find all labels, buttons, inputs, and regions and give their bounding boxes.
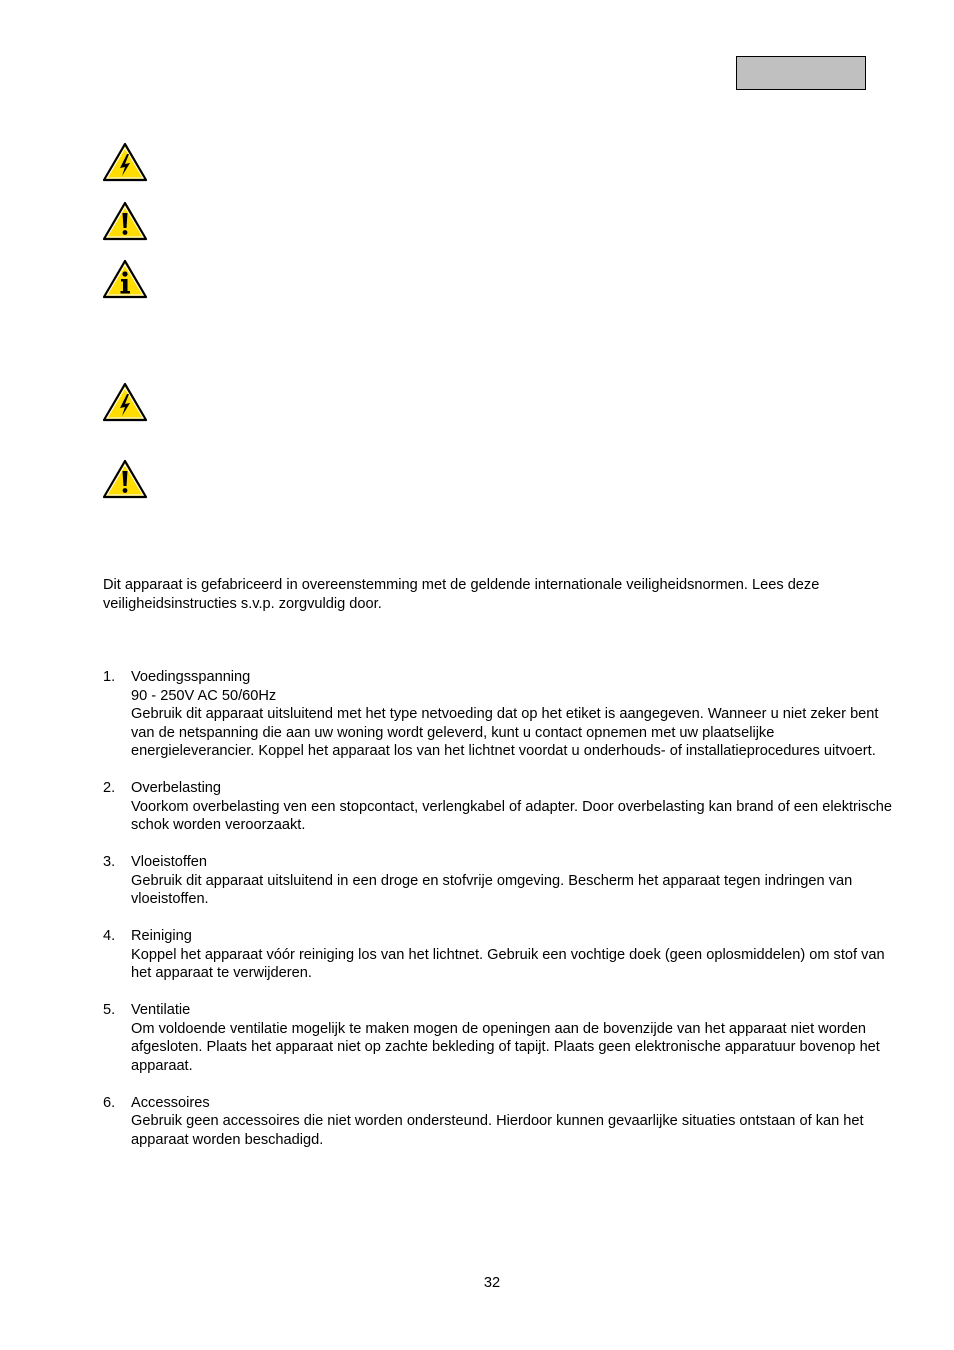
list-item xyxy=(103,927,893,983)
item-text: Gebruik geen accessoires die niet worden ondersteund. Hierdoor kunnen gevaarlijke situaties ontstaan of kan het apparaat worden beschadigd. xyxy=(131,1113,864,1148)
lightning-warning-icon xyxy=(102,142,148,182)
list-item xyxy=(103,779,893,835)
list-item xyxy=(103,853,893,909)
item-text: Gebruik dit apparaat uitsluitend in een droge en stofvrije omgeving. Bescherm het apparaat tegen indringen van vloeistoffen. xyxy=(131,872,853,907)
item-title: Overbelasting xyxy=(131,780,222,796)
item-text: Om voldoende ventilatie mogelijk te maken mogen de openingen aan de bovenzijde van het apparaat niet worden afgesloten. Plaats het apparaat niet op zachte bekleding of tapijt. Plaats geen elektronische apparatuur bovenop het apparaat. xyxy=(131,1020,880,1074)
item-title: Voedingsspanning xyxy=(131,669,251,685)
lightning-warning-icon xyxy=(102,382,148,422)
info-icon xyxy=(102,259,148,299)
item-number: 4. xyxy=(103,928,116,944)
item-number: 3. xyxy=(103,854,116,870)
intro-paragraph: Dit apparaat is gefabriceerd in overeenstemming met de geldende internationale veiligheidsnormen. Lees deze veiligheidsinstructies s.v.p. zorgvuldig door. xyxy=(103,577,820,612)
item-text: Voorkom overbelasting ven een stopcontact, verlengkabel of adapter. Door overbelasting kan brand of een elektrische schok worden veroorzaakt. xyxy=(131,798,892,833)
language-tab-box xyxy=(736,56,866,90)
item-text: Koppel het apparaat vóór reiniging los van het lichtnet. Gebruik een vochtige doek (geen oplosmiddelen) om stof van het apparaat te verwijderen. xyxy=(131,946,885,981)
page-number: 32 xyxy=(483,1275,501,1291)
item-text: Gebruik dit apparaat uitsluitend met het type netvoeding dat op het etiket is aangegeven. Wanneer u niet zeker bent van de netspanning die aan uw woning wordt geleverd, kunt u contact opnemen met uw plaatselijke energieleverancier. Koppel het apparaat los van het lichtnet voordat u onderhouds- of installatieprocedures uitvoert. xyxy=(131,706,879,759)
item-title: Reiniging xyxy=(131,928,192,944)
list-item xyxy=(103,668,893,761)
item-title: Ventilatie xyxy=(131,1002,191,1018)
item-number: 6. xyxy=(103,1094,116,1111)
item-title: Accessoires xyxy=(131,1094,210,1111)
item-text: 90 - 250V AC 50/60Hz xyxy=(131,687,277,704)
item-number: 1. xyxy=(103,669,116,685)
item-title: Vloeistoffen xyxy=(131,854,207,870)
list-item xyxy=(103,1094,893,1150)
item-number: 2. xyxy=(103,780,116,796)
safety-instructions-list xyxy=(103,668,893,1168)
exclamation-warning-icon xyxy=(102,201,148,241)
list-item xyxy=(103,1001,893,1075)
item-number: 5. xyxy=(103,1002,116,1018)
exclamation-warning-icon xyxy=(102,459,148,499)
